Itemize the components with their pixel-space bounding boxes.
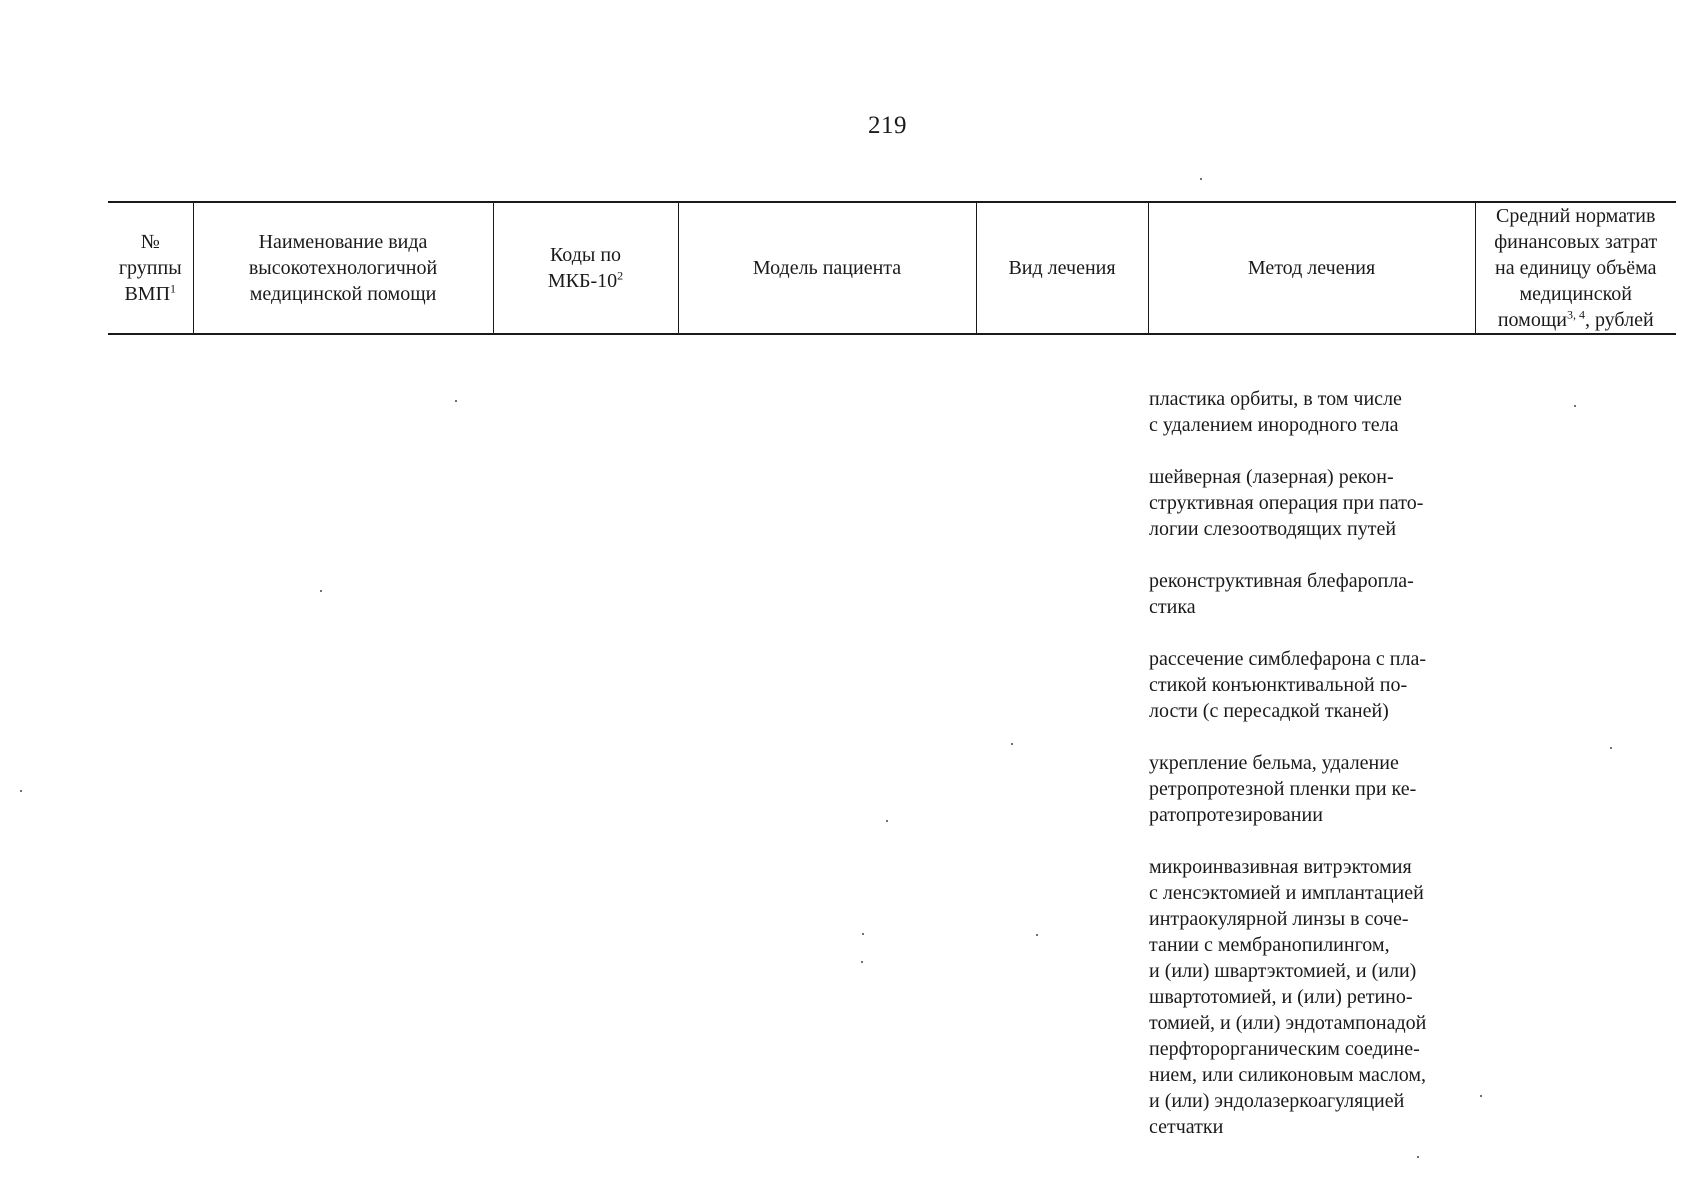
scan-speck — [1200, 178, 1202, 180]
column-header-care-type-name: Наименование вида высокотехнологичной медицинской помощи — [193, 202, 493, 334]
scan-speck — [1011, 743, 1013, 745]
column-header-icd10-codes: Коды по МКБ-$10^2$ — [493, 202, 678, 334]
treatment-method-item: шейверная (лазерная) рекон- структивная операция при пато- логии слезоотводящих путей — [1149, 466, 1424, 540]
scan-speck — [1574, 405, 1576, 407]
scan-speck — [1480, 1095, 1482, 1097]
column-header-treatment-method: Метод лечения — [1148, 202, 1475, 334]
treatment-method-item: рассечение симблефарона с пла- стикой конъюнктивальной по- лости (с пересадкой тканей) — [1149, 648, 1427, 722]
treatment-method-item: микроинвазивная витрэктомия с ленсэктомией и имплантацией интраокулярной линзы в соче- тании с мембранопилингом, и (или) швартэктомией, и (или) швартотомией, и (или) ретино- томией, и (или) эндотампонадой перфторорганическим соедине- нием, или силиконовым маслом, и (или) эндолазеркоагуляцией сетчатки — [1149, 856, 1427, 1138]
scan-speck — [20, 790, 22, 792]
treatment-method-list — [1149, 386, 1479, 1166]
column-header-patient-model: Модель пациента — [678, 202, 976, 334]
treatment-method-item: пластика орбиты, в том числе с удалением инородного тела — [1149, 388, 1402, 436]
scan-speck — [1610, 747, 1612, 749]
treatment-method-item: реконструктивная блефаропла- стика — [1149, 570, 1414, 618]
scan-speck — [455, 400, 457, 402]
scan-speck — [320, 590, 322, 592]
table-header — [108, 201, 1676, 335]
scan-speck — [862, 933, 864, 935]
scan-speck — [1036, 934, 1038, 936]
page-number: 219 — [868, 112, 907, 139]
scan-speck — [1417, 1156, 1419, 1158]
column-header-group-number: № группы ВМП$^1$ — [118, 231, 182, 305]
column-header-treatment-type: Вид лечения — [976, 202, 1148, 334]
scan-speck — [886, 820, 888, 822]
treatment-method-item: укрепление бельма, удаление ретропротезной пленки при ке- ратопротезировании — [1149, 752, 1417, 826]
column-header-cost-standard: Средний норматив финансовых затрат на единицу объёма медицинской помощи$^{3, 4}$, рублей — [1475, 202, 1676, 334]
scan-speck — [861, 961, 863, 963]
